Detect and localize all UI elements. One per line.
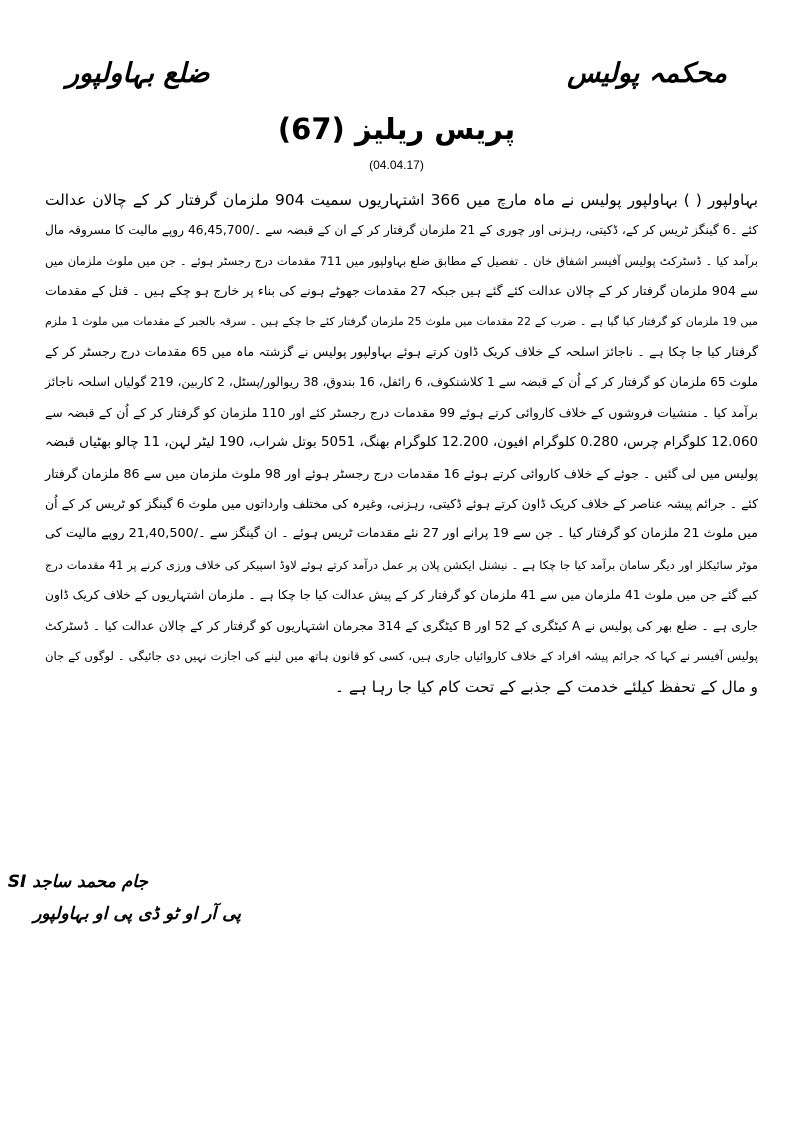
body-line: پولیس میں لی گئیں ۔ جوئے کے خلاف کاروائی کرتے ہوئے 16 مقدمات درج رجسٹر ہوئے اور 98 ملوث ملزمان میں سے 86 ملزمان گرفتار — [45, 465, 758, 481]
body-line: پولیس آفیسر نے کہا کہ جرائم پیشہ افراد کے خلاف کاروائیاں جاری ہیں، کسی کو قانون ہاتھ میں لینے کی اجازت نہیں دی جائیگی ۔ لوگوں کے جان — [45, 649, 758, 664]
release-date: (04.04.17) — [369, 158, 424, 172]
press-release-title: پریس ریلیز (67) — [277, 112, 516, 146]
press-release-body — [45, 185, 758, 702]
body-line: ملوث 65 ملزمان کو گرفتار کر کے اُن کے قبضہ سے 1 کلاشنکوف، 6 رائفل، 16 بندوق، 38 ریوالور/پسٹل، 2 کاربین، 219 گولیاں اسلحہ ناجائز — [45, 375, 758, 390]
body-line: کئے ۔6 گینگز ٹریس کر کے، ڈکیتی، رہزنی اور چوری کے 21 ملزمان گرفتار کر کے ان کے قبضہ سے ۔/46,45,700 روپے مالیت کا مسروقہ مال — [45, 223, 758, 238]
body-line: موٹر سائیکلز اور دیگر سامان برآمد کیا جا چکا ہے ۔ نیشنل ایکشن پلان پر عمل درآمد کرتے ہوئے لاوڈ اسپیکر کی خلاف ورزی کرنے پر 41 مقدمات درج — [45, 557, 758, 572]
body-line: سے 904 ملزمان گرفتار کر کے چالان عدالت کئے گئے ہیں جبکہ 27 مقدمات جھوٹے ہونے کی بناء پر خارج ہو چکے ہیں ۔ قتل کے مقدمات — [45, 283, 758, 299]
body-line: جاری ہے ۔ ضلع بھر کی پولیس نے A کیٹگری کے 52 اور B کیٹگری کے 314 مجرمان اشتہاریوں کو گرفتار کر کے چالان عدالت کیا ۔ ڈسٹرکٹ — [45, 618, 759, 633]
signatory-name: جام محمد ساجد SI — [7, 872, 148, 892]
body-line: برآمد کیا ۔ منشیات فروشوں کے خلاف کاروائی کرتے ہوئے 99 مقدمات درج رجسٹر کئے اور 110 ملزمان کو گرفتار کر کے اُن کے قبضہ سے — [45, 404, 758, 420]
body-line: گرفتار کیا جا چکا ہے ۔ ناجائز اسلحہ کے خلاف کریک ڈاون کرتے ہوئے بہاولپور پولیس نے گزشتہ ماہ میں 65 مقدمات درج رجسٹر کر کے — [45, 344, 758, 360]
body-line: میں ملوث 21 ملزمان کو گرفتار کیا ۔ جن سے 19 پرانے اور 27 نئے مقدمات ٹریس ہوئے ۔ ان گینگز سے ۔/21,40,500 روپے مالیت کی — [45, 526, 758, 542]
body-line: کئے ۔ جرائم پیشہ عناصر کے خلاف کریک ڈاون کرتے ہوئے ڈکیتی، رہزنی، وغیرہ کی مختلف وارداتوں میں ملوث 6 گینگز کو ٹریس کر کے اُن — [45, 496, 758, 512]
body-line: برآمد کیا ۔ ڈسٹرکٹ پولیس آفیسر اشفاق خان ۔ تفصیل کے مطابق ضلع بہاولپور میں 711 مقدمات درج رجسٹر ہوئے ۔ جن میں ملوث ملزمان میں — [45, 253, 758, 268]
body-line: بہاولپور ( ) بہاولپور پولیس نے ماہ مارچ میں 366 اشتہاریوں سمیت 904 ملزمان گرفتار کر کے چالان عدالت — [45, 191, 758, 209]
body-line: کیے گئے جن میں ملوث 41 ملزمان میں سے 41 ملزمان کو گرفتار کر کے پیش عدالت کیا جا چکا ہے ۔ ملزمان اشتہاریوں کے خلاف کریک ڈاون — [45, 588, 758, 603]
body-line: 12.060 کلوگرام چرس، 0.280 کلوگرام افیون، 12.200 کلوگرام بھنگ، 5051 بوتل شراب، 190 لیٹر لہن، 11 چالو بھٹیاں قبضہ — [45, 435, 758, 451]
district-heading: ضلع بہاولپور — [66, 58, 210, 89]
body-line: و مال کے تحفظ کیلئے خدمت کے جذبے کے تحت کام کیا جا رہا ہے ۔ — [334, 677, 758, 696]
body-line: میں 19 ملزمان کو گرفتار کیا گیا ہے ۔ ضرب کے 22 مقدمات میں ملوث 25 ملزمان گرفتار کئے جا چکے ہیں ۔ سرقہ بالجبر کے مقدمات میں ملوث 1 ملزم — [45, 314, 758, 328]
department-heading: محکمہ پولیس — [567, 58, 727, 89]
signatory-designation: پی آر او ٹو ڈی پی او بہاولپور — [33, 904, 241, 924]
